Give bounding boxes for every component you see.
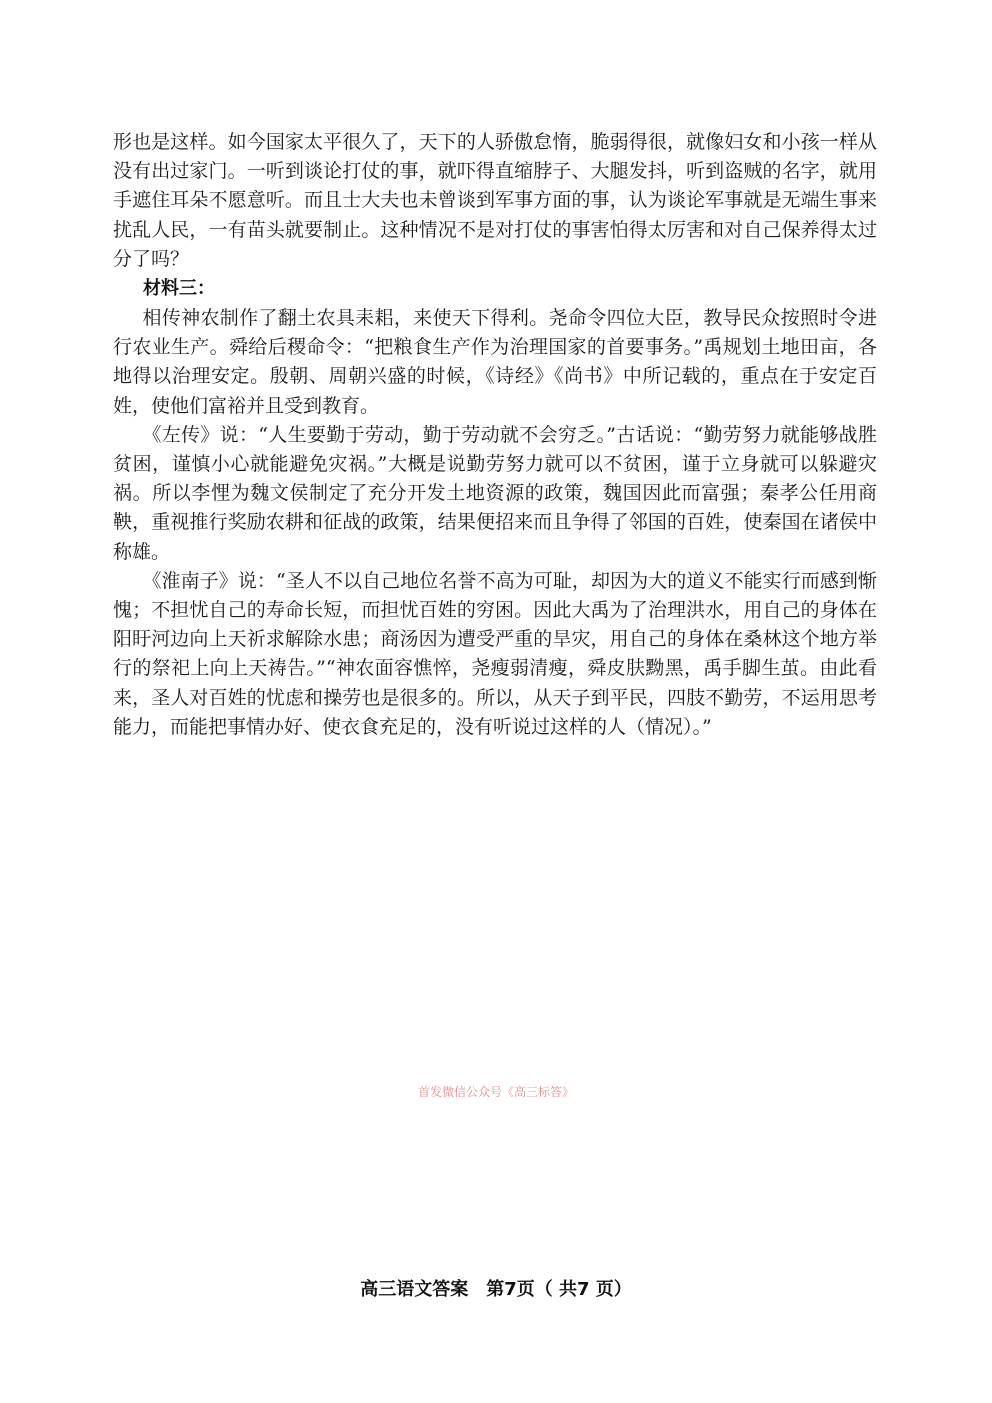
paragraph-1: 相传神农制作了翻土农具耒耜，来使天下得利。尧命令四位大臣，教导民众按照时令进行农业生产。舜给后稷命令：“把粮食生产作为治理国家的首要事务。”禹规划土地田亩，各地得以治理安定。殷朝、周朝兴盛的时候，《诗经》《尚书》中所记载的，重点在于安定百姓，使他们富裕并且受到教育。 <box>113 307 877 417</box>
page-footer: 高三语文答案 第7页（ 共7 页） <box>360 1279 632 1300</box>
paragraph-3: 《淮南子》说：“圣人不以自己地位名誉不高为可耻，却因为大的道义不能实行而感到惭愧；不担忧自己的寿命长短，而担忧百姓的穷困。因此大禹为了治理洪水，用自己的身体在阳盱河边向上天祈求解除水患；商汤因为遭受严重的旱灾，用自己的身体在桑林这个地方举行的祭祀上向上天祷告。”“神农面容憔悴，尧瘦弱清瘦，舜皮肤黝黑，禹手脚生茧。由此看来，圣人对百姓的忧虑和操劳也是很多的。所以，从天子到平民，四肢不勤劳，不运用思考能力，而能把事情办好、使衣食充足的，没有听说过这样的人（情况）。” <box>113 569 877 738</box>
paragraph-2: 《左传》说：“人生要勤于劳动，勤于劳动就不会穷乏。”古话说：“勤劳努力就能够战胜贫困，谨慎小心就能避免灾祸。”大概是说勤劳努力就可以不贫困，谨于立身就可以躲避灾祸。所以李悝为魏文侯制定了充分开发土地资源的政策，魏国因此而富强；秦孝公任用商鞅，重视推行奖励农耕和征战的政策，结果便招来而且争得了邻国的百姓，使秦国在诸侯中称雄。 <box>113 423 877 563</box>
watermark-text: 首发微信公众号《高三标答》 <box>417 1085 574 1099</box>
document-body <box>113 128 877 742</box>
section-heading: 材料三： <box>143 278 215 300</box>
continued-paragraph: 形也是这样。如今国家太平很久了，天下的人骄傲怠惰，脆弱得很，就像妇女和小孩一样从没有出过家门。一听到谈论打仗的事，就吓得直缩脖子、大腿发抖，听到盗贼的名字，就用手遮住耳朵不愿意听。而且士大夫也未曾谈到军事方面的事，认为谈论军事就是无端生事来扰乱人民，一有苗头就要制止。这种情况不是对打仗的事害怕得太厉害和对自己保养得太过分了吗？ <box>113 131 877 270</box>
